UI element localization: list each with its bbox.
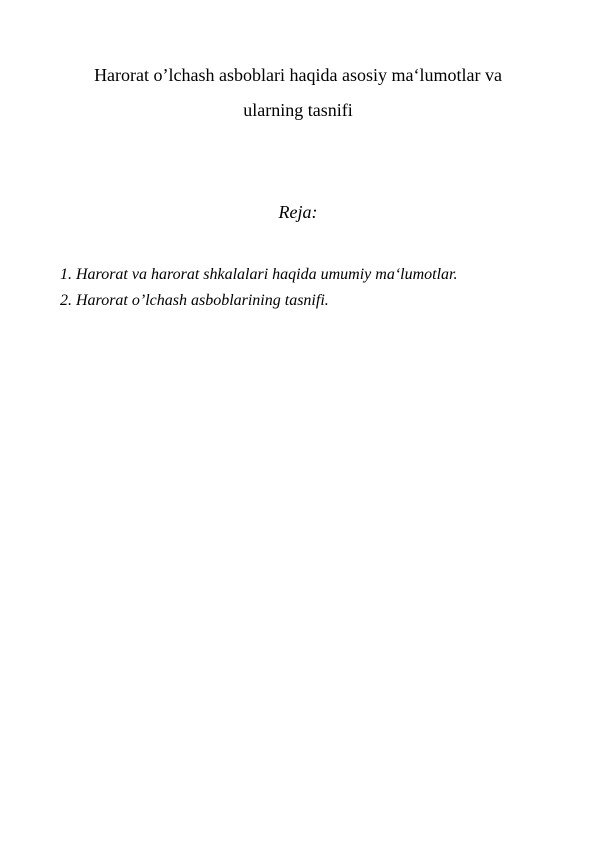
document-title-line-2: ularning tasnifi — [243, 100, 353, 120]
plan-list — [60, 262, 560, 314]
plan-item: 1. Harorat va harorat shkalalari haqida umumiy ma‘lumotlar. — [60, 266, 458, 283]
document-title-line-1: Harorat o’lchash asboblari haqida asosiy ma‘lumotlar va — [94, 65, 502, 85]
plan-heading: Reja: — [278, 202, 318, 222]
document-title — [40, 58, 556, 128]
plan-item: 2. Harorat o’lchash asboblarining tasnifi. — [60, 292, 329, 309]
